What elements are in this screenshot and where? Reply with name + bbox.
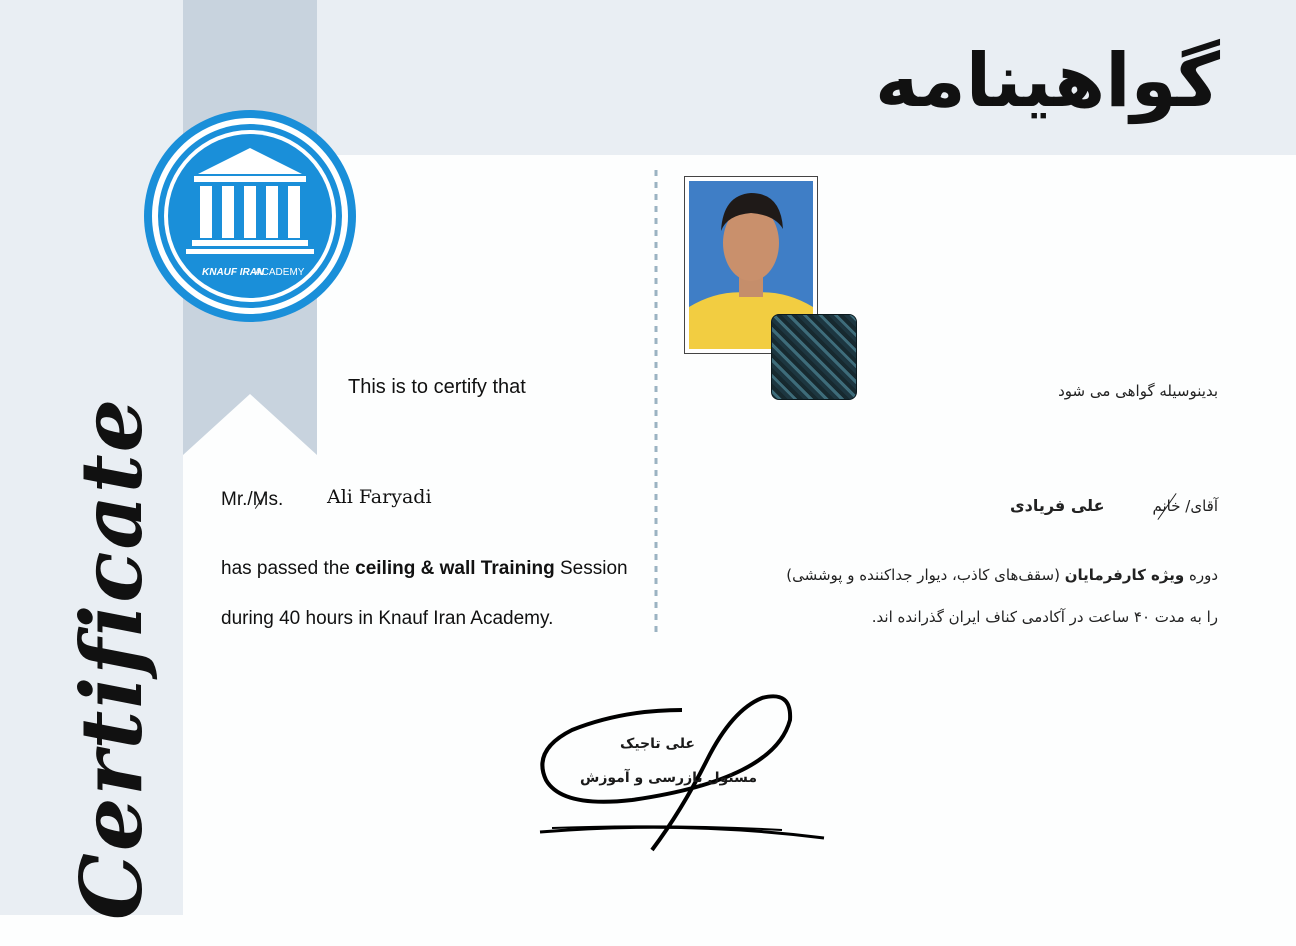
- persian-name-row: [1010, 496, 1218, 515]
- academy-seal-icon: [142, 108, 358, 324]
- prefix-mr: Mr./: [221, 489, 253, 510]
- persian-course-pre: دوره: [1184, 566, 1218, 584]
- signatory-role: مسئول بازرسی و آموزش: [580, 770, 758, 786]
- hologram-sticker: [771, 314, 857, 400]
- persian-title: گواهینامه: [875, 38, 1220, 124]
- course-line-pre: has passed the: [221, 558, 356, 579]
- persian-course-bold: ویژه کارفرمایان: [1064, 566, 1185, 584]
- prefix-ms-rest: s.: [268, 489, 284, 510]
- course-line-post: Session: [554, 558, 628, 579]
- persian-prefix-agha: آقای/: [1180, 497, 1218, 515]
- english-course-line: [221, 558, 628, 580]
- persian-course-post: (سقف‌های کاذب، دیوار جداکننده و پوششی): [786, 566, 1065, 584]
- recipient-name-english: Ali Faryadi: [327, 486, 432, 508]
- english-intro: This is to certify that: [348, 376, 526, 398]
- seal-label: ACADEMY: [255, 267, 305, 278]
- persian-prefix-khanom: خانم: [1152, 497, 1181, 515]
- persian-intro: بدینوسیله گواهی می شود: [1058, 382, 1218, 400]
- certificate-vertical-title: Certificate: [62, 396, 161, 920]
- persian-duration: را به مدت ۴۰ ساعت در آکادمی کناف ایران گذرانده اند.: [871, 608, 1218, 626]
- signatory-name: علی تاجیک: [620, 736, 695, 752]
- dotted-divider: [651, 170, 661, 632]
- english-prefix: [221, 489, 283, 511]
- persian-course-row: [786, 566, 1218, 584]
- recipient-name-persian: علی فریادی: [1009, 496, 1105, 515]
- course-line-bold: ceiling & wall Training: [355, 558, 555, 579]
- english-duration-line: during 40 hours in Knauf Iran Academy.: [221, 608, 554, 629]
- seal-brand: KNAUF IRAN: [202, 267, 265, 278]
- prefix-ms-m: M: [252, 489, 269, 510]
